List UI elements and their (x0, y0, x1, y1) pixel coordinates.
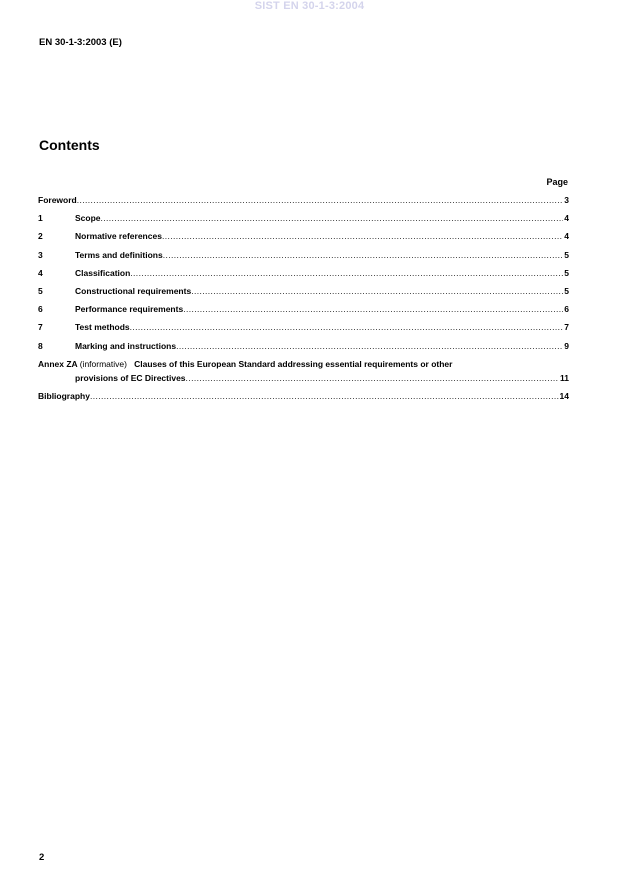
toc-entry-scope[interactable] (38, 213, 569, 224)
toc-entry-foreword[interactable] (38, 195, 569, 206)
toc-entry-number: 8 (38, 340, 43, 351)
toc-entry-title: Foreword (38, 195, 77, 205)
annex-title-line1: Clauses of this European Standard addressing essential requirements or other (134, 358, 453, 369)
toc-entry-title: Bibliography (38, 390, 90, 401)
contents-heading: Contents (39, 137, 100, 153)
toc-entry-number: 3 (38, 249, 43, 260)
table-of-contents (38, 195, 569, 409)
toc-entry-page: 14 (559, 390, 569, 401)
toc-entry-number: 4 (38, 267, 43, 278)
annex-label: Annex ZA (38, 358, 78, 369)
toc-entry-title: Classification (75, 267, 131, 278)
dot-leader (130, 322, 564, 333)
page-number: 2 (39, 852, 45, 863)
toc-entry-page: 3 (564, 195, 569, 205)
toc-entry-page: 5 (564, 285, 569, 296)
annex-qualifier: (informative) (79, 358, 127, 369)
annex-title-line2: provisions of EC Directives (75, 372, 186, 383)
dot-leader (90, 391, 559, 402)
toc-entry-number: 1 (38, 213, 43, 224)
dot-leader (186, 373, 559, 384)
toc-entry-page: 6 (564, 304, 569, 315)
toc-entry-number: 6 (38, 304, 43, 315)
dot-leader (191, 286, 563, 297)
toc-entry-normative-references[interactable] (38, 231, 569, 242)
toc-entry-title: Normative references (75, 231, 162, 242)
toc-entry-constructional-requirements[interactable] (38, 286, 569, 297)
toc-entry-number: 7 (38, 322, 43, 333)
dot-leader (162, 231, 563, 242)
toc-entry-title: Terms and definitions (75, 249, 163, 260)
toc-entry-bibliography[interactable] (38, 391, 569, 402)
toc-entry-page: 11 (560, 372, 569, 383)
toc-entry-title: Marking and instructions (75, 340, 177, 351)
toc-entry-title: Scope (75, 213, 101, 224)
toc-entry-marking-and-instructions[interactable] (38, 341, 569, 352)
toc-entry-title: Test methods (75, 322, 130, 333)
watermark: SIST EN 30-1-3:2004 (254, 0, 365, 12)
dot-leader (77, 195, 564, 206)
toc-entry-classification[interactable] (38, 268, 569, 279)
toc-entry-performance-requirements[interactable] (38, 304, 569, 315)
toc-entry-title: Performance requirements (75, 304, 184, 315)
toc-entry-page: 9 (564, 340, 569, 351)
toc-entry-number: 2 (38, 231, 43, 242)
dot-leader (176, 341, 563, 352)
toc-entry-title: Constructional requirements (75, 285, 192, 296)
toc-entry-page: 7 (564, 322, 569, 333)
dot-leader (130, 268, 563, 279)
toc-entry-page: 4 (564, 213, 569, 224)
dot-leader (163, 250, 564, 261)
toc-entry-number: 5 (38, 285, 43, 296)
toc-entry-test-methods[interactable] (38, 322, 569, 333)
document-identifier: EN 30-1-3:2003 (E) (39, 37, 122, 48)
page-column-label: Page (546, 177, 568, 187)
dot-leader (183, 304, 563, 315)
toc-entry-page: 5 (564, 249, 569, 260)
toc-entry-annex-za[interactable] (38, 359, 569, 384)
toc-entry-terms-and-definitions[interactable] (38, 250, 569, 261)
toc-entry-page: 5 (564, 267, 569, 278)
dot-leader (101, 213, 564, 224)
toc-entry-page: 4 (564, 231, 569, 242)
